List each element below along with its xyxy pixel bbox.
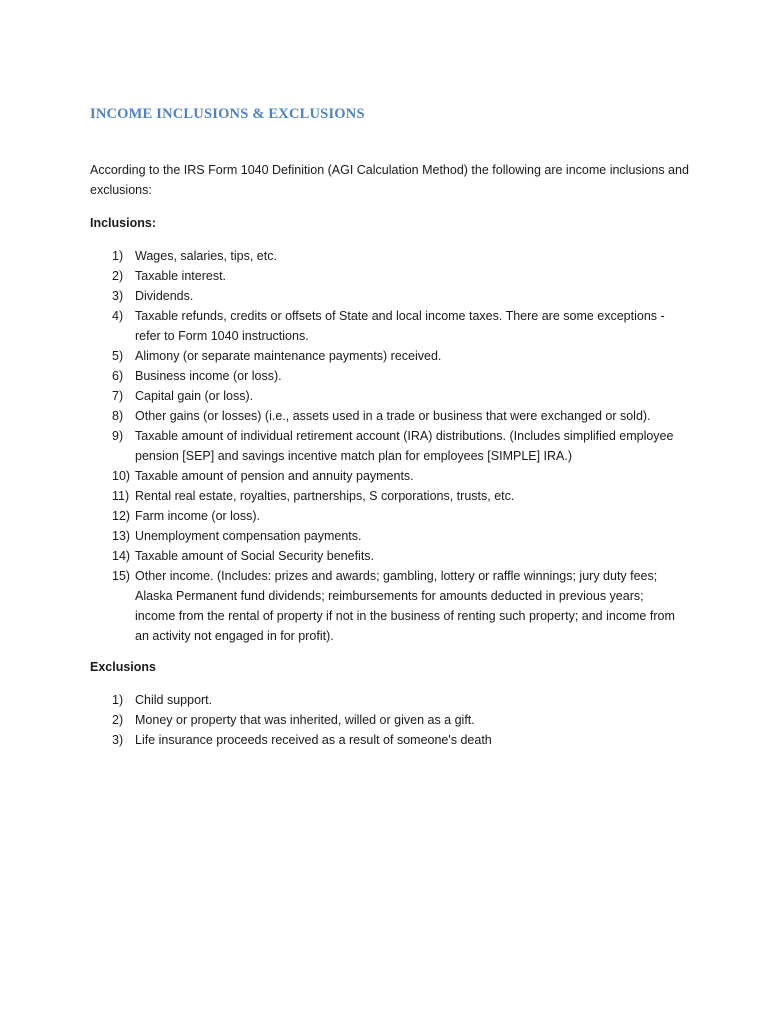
- item-number: 4): [112, 309, 124, 323]
- list-item: [112, 486, 682, 506]
- item-number: 1): [112, 693, 124, 707]
- list-item: [112, 506, 682, 526]
- item-text: Alimony (or separate maintenance payments) received.: [135, 349, 442, 363]
- exclusions-heading: Exclusions: [90, 660, 156, 674]
- item-number: 6): [112, 369, 124, 383]
- item-text: Dividends.: [135, 289, 194, 303]
- item-text: Taxable amount of pension and annuity payments.: [135, 469, 414, 483]
- item-number: 12): [112, 509, 131, 523]
- item-text: Child support.: [135, 693, 213, 707]
- item-text: Unemployment compensation payments.: [135, 529, 362, 543]
- list-item: [112, 466, 682, 486]
- item-number: 3): [112, 733, 124, 747]
- item-number: 11): [112, 489, 130, 503]
- list-item: [112, 406, 682, 426]
- item-text: Taxable amount of individual retirement account (IRA) distributions. (Includes simplified employee pension [SEP] and savings incentive match plan for employees [SIMPLE] IRA.): [135, 429, 674, 463]
- item-number: 8): [112, 409, 124, 423]
- inclusions-heading: Inclusions:: [90, 216, 156, 230]
- list-item: [112, 546, 682, 566]
- list-item: [112, 526, 682, 546]
- list-item: [112, 690, 682, 710]
- list-item: [112, 426, 682, 466]
- item-text: Other gains (or losses) (i.e., assets used in a trade or business that were exchanged or sold).: [135, 409, 651, 423]
- item-number: 1): [112, 249, 124, 263]
- document-title: INCOME INCLUSIONS & EXCLUSIONS: [90, 106, 365, 122]
- item-number: 3): [112, 289, 124, 303]
- item-text: Life insurance proceeds received as a result of someone's death: [135, 733, 492, 747]
- item-number: 15): [112, 569, 131, 583]
- item-number: 10): [112, 469, 131, 483]
- list-item: [112, 710, 682, 730]
- item-text: Other income. (Includes: prizes and awards; gambling, lottery or raffle winnings; jury duty fees; Alaska Permanent fund dividends; reimbursements for amounts deducted in previous years; income from the rental of property if not in the business of renting such property; and income from an activity not engaged in for profit).: [135, 569, 675, 643]
- inclusions-list: [112, 246, 682, 646]
- item-text: Farm income (or loss).: [135, 509, 261, 523]
- list-item: [112, 246, 682, 266]
- item-text: Taxable amount of Social Security benefits.: [135, 549, 375, 563]
- list-item: [112, 366, 682, 386]
- list-item: [112, 386, 682, 406]
- item-number: 9): [112, 429, 124, 443]
- item-number: 5): [112, 349, 124, 363]
- item-text: Business income (or loss).: [135, 369, 282, 383]
- item-number: 2): [112, 713, 124, 727]
- item-text: Taxable interest.: [135, 269, 227, 283]
- item-text: Rental real estate, royalties, partnerships, S corporations, trusts, etc.: [135, 489, 515, 503]
- item-text: Wages, salaries, tips, etc.: [135, 249, 277, 263]
- item-text: Money or property that was inherited, willed or given as a gift.: [135, 713, 475, 727]
- list-item: [112, 566, 682, 646]
- intro-paragraph: According to the IRS Form 1040 Definition (AGI Calculation Method) the following are income inclusions and exclusions:: [90, 163, 689, 197]
- list-item: [112, 306, 682, 346]
- list-item: [112, 286, 682, 306]
- exclusions-list: [112, 690, 682, 750]
- item-text: Taxable refunds, credits or offsets of State and local income taxes. There are some exceptions - refer to Form 1040 instructions.: [135, 309, 665, 343]
- item-number: 13): [112, 529, 131, 543]
- list-item: [112, 346, 682, 366]
- item-number: 2): [112, 269, 124, 283]
- item-number: 7): [112, 389, 124, 403]
- item-number: 14): [112, 549, 131, 563]
- list-item: [112, 266, 682, 286]
- list-item: [112, 730, 682, 750]
- item-text: Capital gain (or loss).: [135, 389, 254, 403]
